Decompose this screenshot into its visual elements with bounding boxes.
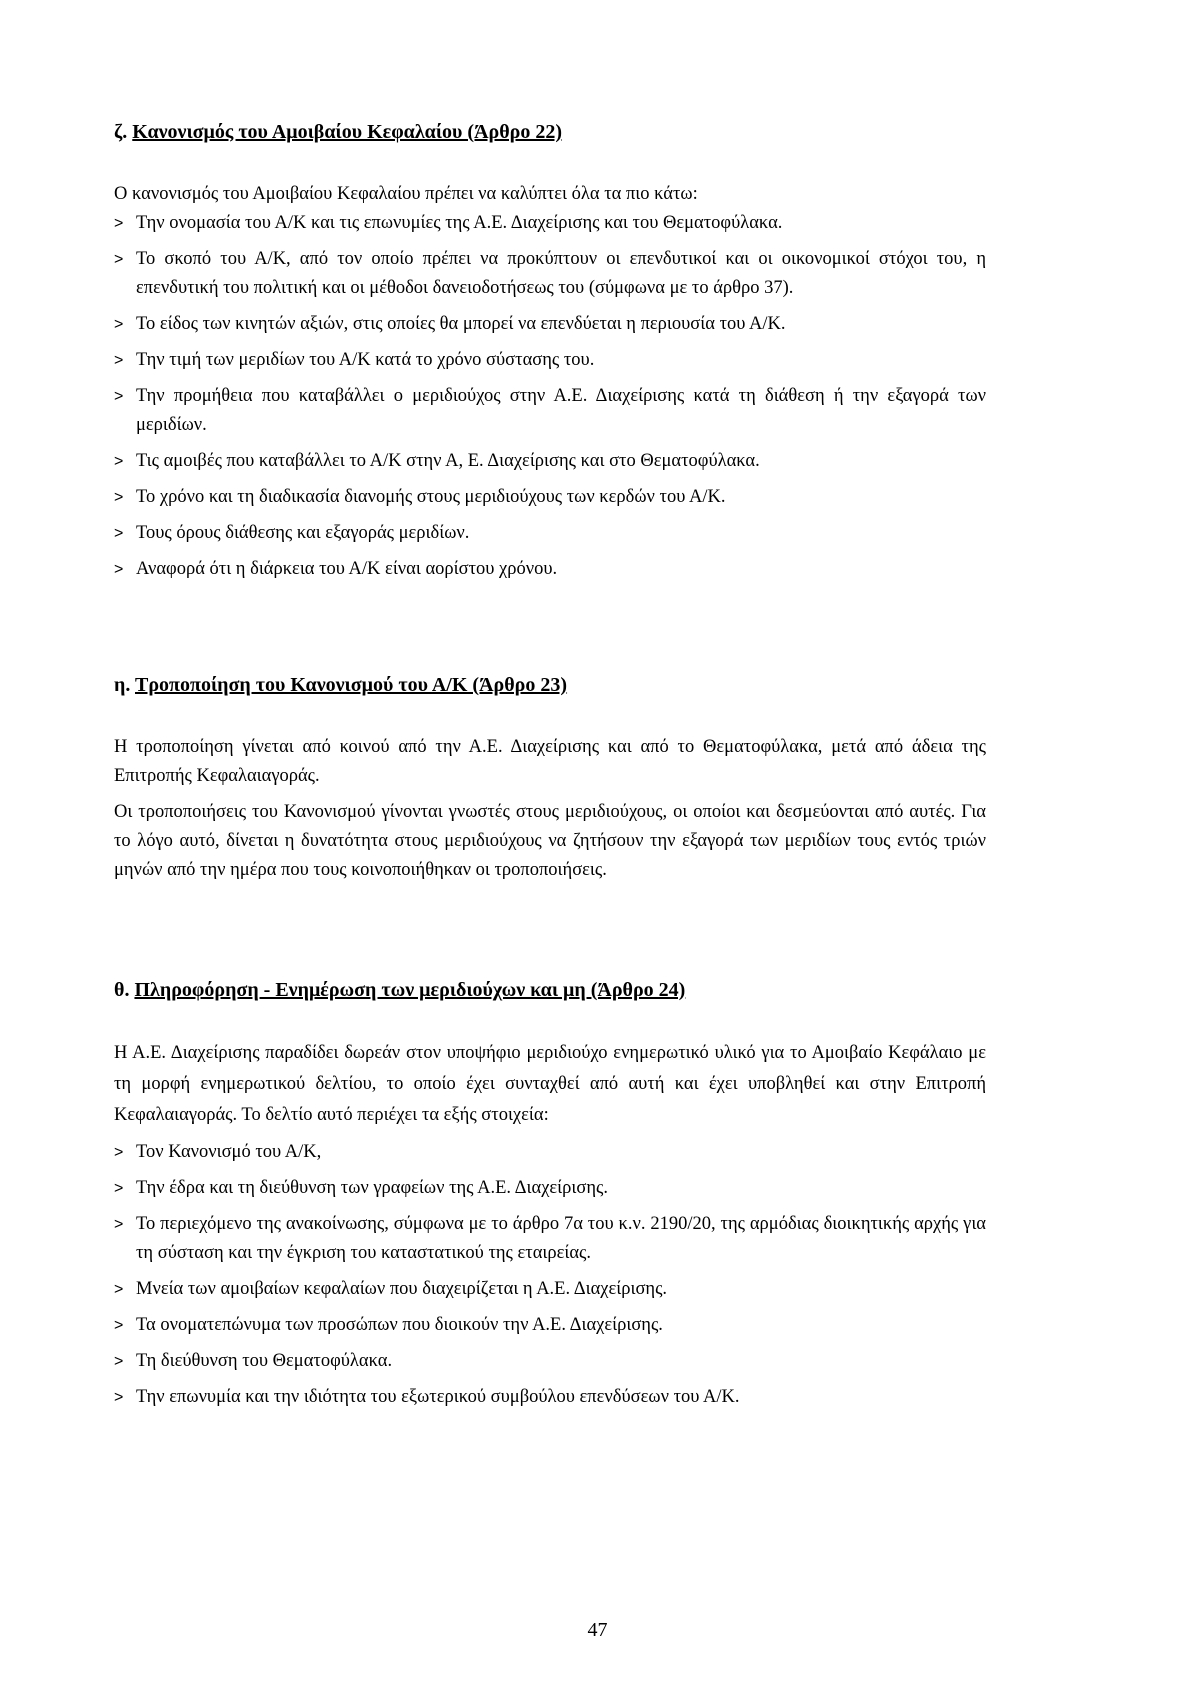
- bullet-marker: >: [114, 251, 124, 268]
- list-item: [114, 346, 986, 375]
- heading-title: Τροποποίηση του Κανονισμού του Α/Κ (Άρθρο 23): [135, 674, 568, 696]
- bullet-marker: >: [114, 316, 124, 333]
- list-item: [114, 1311, 986, 1340]
- bullet-marker: >: [114, 525, 124, 542]
- list-item: [114, 1383, 986, 1412]
- bullet-marker: >: [114, 352, 124, 369]
- bullet-marker: >: [114, 1216, 124, 1233]
- list-item-text: Το χρόνο και τη διαδικασία διανομής στους μεριδιούχους των κερδών του Α/Κ.: [136, 487, 726, 507]
- heading-title: Κανονισμός του Αμοιβαίου Κεφαλαίου (Άρθρο 22): [132, 121, 563, 143]
- heading-prefix: η.: [114, 674, 131, 696]
- bullet-marker: >: [114, 1389, 124, 1406]
- bullet-marker: >: [114, 1180, 124, 1197]
- list-item-text: Την επωνυμία και την ιδιότητα του εξωτερικού συμβούλου επενδύσεων του Α/Κ.: [136, 1387, 740, 1407]
- page-content: [114, 118, 986, 1412]
- list-item-text: Τα ονοματεπώνυμα των προσώπων που διοικούν την Α.Ε. Διαχείρισης.: [136, 1315, 663, 1335]
- bullet-marker: >: [114, 215, 124, 232]
- list-item-text: Την έδρα και τη διεύθυνση των γραφείων της Α.Ε. Διαχείρισης.: [136, 1178, 608, 1198]
- list-item-text: Την προμήθεια που καταβάλλει ο μεριδιούχος στην Α.Ε. Διαχείρισης κατά τη διάθεση ή την εξαγορά των μεριδίων.: [136, 386, 986, 435]
- list-item: [114, 1174, 986, 1203]
- section-heading-z: [114, 118, 986, 147]
- list-item-text: Το είδος των κινητών αξιών, στις οποίες θα μπορεί να επενδύεται η περιουσία του Α/Κ.: [136, 314, 786, 334]
- heading-prefix: ζ.: [114, 121, 128, 143]
- list-item-text: Τη διεύθυνση του Θεματοφύλακα.: [136, 1351, 393, 1371]
- list-item-text: Την ονομασία του Α/Κ και τις επωνυμίες της Α.Ε. Διαχείρισης και του Θεματοφύλακα.: [136, 213, 783, 233]
- paragraph: Η τροποποίηση γίνεται από κοινού από την Α.Ε. Διαχείρισης και από το Θεματοφύλακα, μετά από άδεια της Επιτροπής Κεφαλαιαγοράς.: [114, 737, 986, 786]
- heading-title: Πληροφόρηση - Ενημέρωση των μεριδιούχων και μη (Άρθρο 24): [134, 979, 686, 1001]
- bullet-marker: >: [114, 388, 124, 405]
- list-item-text: Τον Κανονισμό του Α/Κ,: [136, 1142, 322, 1162]
- list-item: [114, 519, 986, 548]
- list-item: [114, 382, 986, 440]
- list-item-text: Το σκοπό του Α/Κ, από τον οποίο πρέπει να προκύπτουν οι επενδυτικοί και οι οικονομικοί στόχοι του, η επενδυτική του πολιτική και οι μέθοδοι δανειοδοτήσεως του (σύμφωνα με το άρθρο 37).: [136, 249, 986, 298]
- list-item: [114, 1210, 986, 1268]
- list-item-text: Την τιμή των μεριδίων του Α/Κ κατά το χρόνο σύστασης του.: [136, 350, 595, 370]
- list-item: [114, 245, 986, 303]
- list-item: [114, 1275, 986, 1304]
- list-item: [114, 209, 986, 238]
- section-heading-th: [114, 976, 986, 1005]
- heading-prefix: θ.: [114, 979, 130, 1001]
- list-item: [114, 1347, 986, 1376]
- list-item-text: Μνεία των αμοιβαίων κεφαλαίων που διαχειρίζεται η Α.Ε. Διαχείρισης.: [136, 1279, 668, 1299]
- section-intro: Η Α.Ε. Διαχείρισης παραδίδει δωρεάν στον υποψήφιο μεριδιούχο ενημερωτικό υλικό για το Αμοιβαίο Κεφάλαιο με τη μορφή ενημερωτικού δελτίου, το οποίο έχει συνταχθεί από αυτή και έχει υποβληθεί και στην Επιτροπή Κεφαλαιαγοράς. Το δελτίο αυτό περιέχει τα εξής στοιχεία:: [114, 1043, 986, 1125]
- list-item: [114, 447, 986, 476]
- bullet-marker: >: [114, 1317, 124, 1334]
- list-item-text: Τις αμοιβές που καταβάλλει το Α/Κ στην Α, Ε. Διαχείρισης και στο Θεματοφύλακα.: [136, 451, 760, 471]
- bullet-list: [114, 209, 986, 584]
- list-item-text: Το περιεχόμενο της ανακοίνωσης, σύμφωνα με το άρθρο 7α του κ.ν. 2190/20, της αρμόδιας διοικητικής αρχής για τη σύσταση και την έγκριση του καταστατικού της εταιρείας.: [136, 1214, 986, 1263]
- bullet-list: [114, 1138, 986, 1412]
- list-item: [114, 310, 986, 339]
- bullet-marker: >: [114, 1353, 124, 1370]
- list-item: [114, 1138, 986, 1167]
- list-item: [114, 483, 986, 512]
- list-item: [114, 555, 986, 584]
- section-intro: Ο κανονισμός του Αμοιβαίου Κεφαλαίου πρέπει να καλύπτει όλα τα πιο κάτω:: [114, 184, 698, 204]
- paragraph: Οι τροποποιήσεις του Κανονισμού γίνονται γνωστές στους μεριδιούχους, οι οποίοι και δεσμεύονται από αυτές. Για το λόγο αυτό, δίνεται η δυνατότητα στους μεριδιούχους να ζητήσουν την εξαγορά των μεριδίων τους εντός τριών μηνών από την ημέρα που τους κοινοποιήθηκαν οι τροποποιήσεις.: [114, 802, 986, 880]
- list-item-text: Τους όρους διάθεσης και εξαγοράς μεριδίων.: [136, 523, 470, 543]
- list-item-text: Αναφορά ότι η διάρκεια του Α/Κ είναι αορίστου χρόνου.: [136, 559, 558, 579]
- page-number: 47: [587, 1619, 608, 1641]
- bullet-marker: >: [114, 561, 124, 578]
- bullet-marker: >: [114, 453, 124, 470]
- section-heading-h: [114, 671, 986, 700]
- bullet-marker: >: [114, 1144, 124, 1161]
- bullet-marker: >: [114, 489, 124, 506]
- bullet-marker: >: [114, 1281, 124, 1298]
